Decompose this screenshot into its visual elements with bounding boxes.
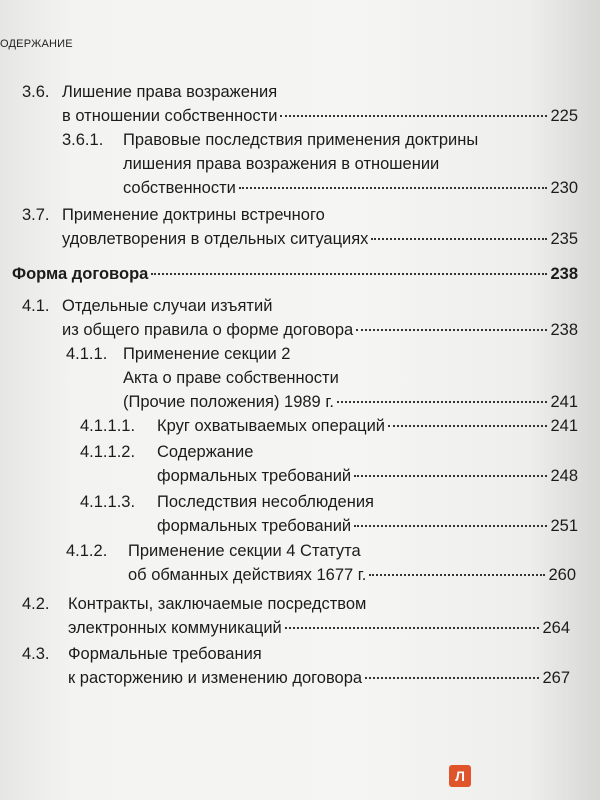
publisher-logo-icon: Л (449, 765, 471, 787)
toc-entry-title-line: Содержание (157, 443, 254, 461)
toc-entry-title-line: Применение доктрины встречного (62, 206, 325, 224)
toc-entry (22, 592, 570, 640)
dot-leader (354, 475, 547, 477)
toc-entry-page-number: 251 (550, 517, 578, 535)
toc-entry-page-number: 260 (548, 566, 576, 584)
toc-entry (80, 490, 578, 538)
toc-entry-number: 4.3. (22, 645, 50, 663)
toc-entry-title-line: Акта о праве собственности (123, 369, 339, 387)
toc-entry (80, 440, 578, 488)
toc-entry-title-line: Отдельные случаи изъятий (62, 297, 273, 315)
dot-leader (356, 329, 547, 331)
toc-entry-page-number: 241 (550, 417, 578, 435)
toc-entry (22, 203, 578, 251)
toc-entry-page-number: 264 (542, 619, 570, 637)
toc-entry-title-line: Применение секции 2 (123, 345, 291, 363)
running-header: ОДЕРЖАНИЕ (0, 38, 73, 50)
toc-entry-title-line: (Прочие положения) 1989 г. (123, 393, 334, 411)
toc-entry-number: 4.1.1.2. (80, 443, 136, 461)
toc-entry-page-number: 230 (550, 179, 578, 197)
toc-entry-page-number: 267 (542, 669, 570, 687)
toc-entry-title-line: собственности (123, 179, 236, 197)
dot-leader (371, 238, 547, 240)
toc-entry-title-line: Круг охватываемых операций (157, 417, 386, 435)
toc-entry-title-line: лишения права возражения в отношении (123, 155, 440, 173)
dot-leader (365, 677, 539, 679)
toc-entry-number: 4.1.1.1. (80, 417, 136, 435)
toc-entry-number: 4.1.1. (66, 345, 108, 363)
toc-entry-title-line: удовлетворения в отдельных ситуациях (62, 230, 369, 248)
dot-leader (369, 574, 545, 576)
toc-entry-title-line: Последствия несоблюдения (157, 493, 374, 511)
toc-entry-number: 3.6. (22, 83, 50, 101)
toc-entry-title-line: в отношении собственности (62, 107, 278, 125)
toc-entry (12, 262, 578, 286)
toc-entry-title-line: из общего правила о форме договора (62, 321, 354, 339)
toc-entry (80, 414, 578, 438)
toc-entry-title-line: Лишение права возражения (62, 83, 278, 101)
toc-entry-number: 4.1.1.3. (80, 493, 136, 511)
dot-leader (388, 425, 547, 427)
toc-entry-title-line: Правовые последствия применения доктрины (123, 131, 479, 149)
toc-entry-title-line: Форма договора (12, 265, 149, 283)
toc-entry-number: 3.7. (22, 206, 50, 224)
toc-entry-title-line: формальных требований (157, 467, 352, 485)
toc-entry-title-line: Формальные требования (68, 645, 262, 663)
toc-entry-title-line: Применение секции 4 Статута (128, 542, 361, 560)
toc-entry-title-line: Контракты, заключаемые посредством (68, 595, 367, 613)
toc-entry (22, 294, 578, 342)
toc-entry-page-number: 225 (550, 107, 578, 125)
toc-entry-number: 3.6.1. (62, 131, 104, 149)
toc-entry-page-number: 238 (550, 321, 578, 339)
toc-entry-page-number: 248 (550, 467, 578, 485)
toc-entry (62, 128, 578, 200)
toc-entry-title-line: к расторжению и изменению договора (68, 669, 363, 687)
dot-leader (285, 627, 540, 629)
toc-entry-title-line: об обманных действиях 1677 г. (128, 566, 367, 584)
dot-leader (337, 401, 548, 403)
dot-leader (151, 273, 547, 275)
toc-entry (22, 80, 578, 128)
toc-entry-number: 4.2. (22, 595, 50, 613)
dot-leader (239, 187, 548, 189)
toc-entry-title-line: электронных коммуникаций (68, 619, 282, 637)
toc-entry-title-line: формальных требований (157, 517, 352, 535)
toc-entry-number: 4.1. (22, 297, 50, 315)
toc-entry (66, 342, 578, 414)
toc-entry-page-number: 235 (550, 230, 578, 248)
toc-entry-page-number: 241 (550, 393, 578, 411)
dot-leader (280, 115, 547, 117)
toc-entry (22, 642, 570, 690)
toc-entry (66, 539, 576, 587)
toc-entry-page-number: 238 (550, 265, 578, 283)
dot-leader (354, 525, 547, 527)
toc-entry-number: 4.1.2. (66, 542, 108, 560)
